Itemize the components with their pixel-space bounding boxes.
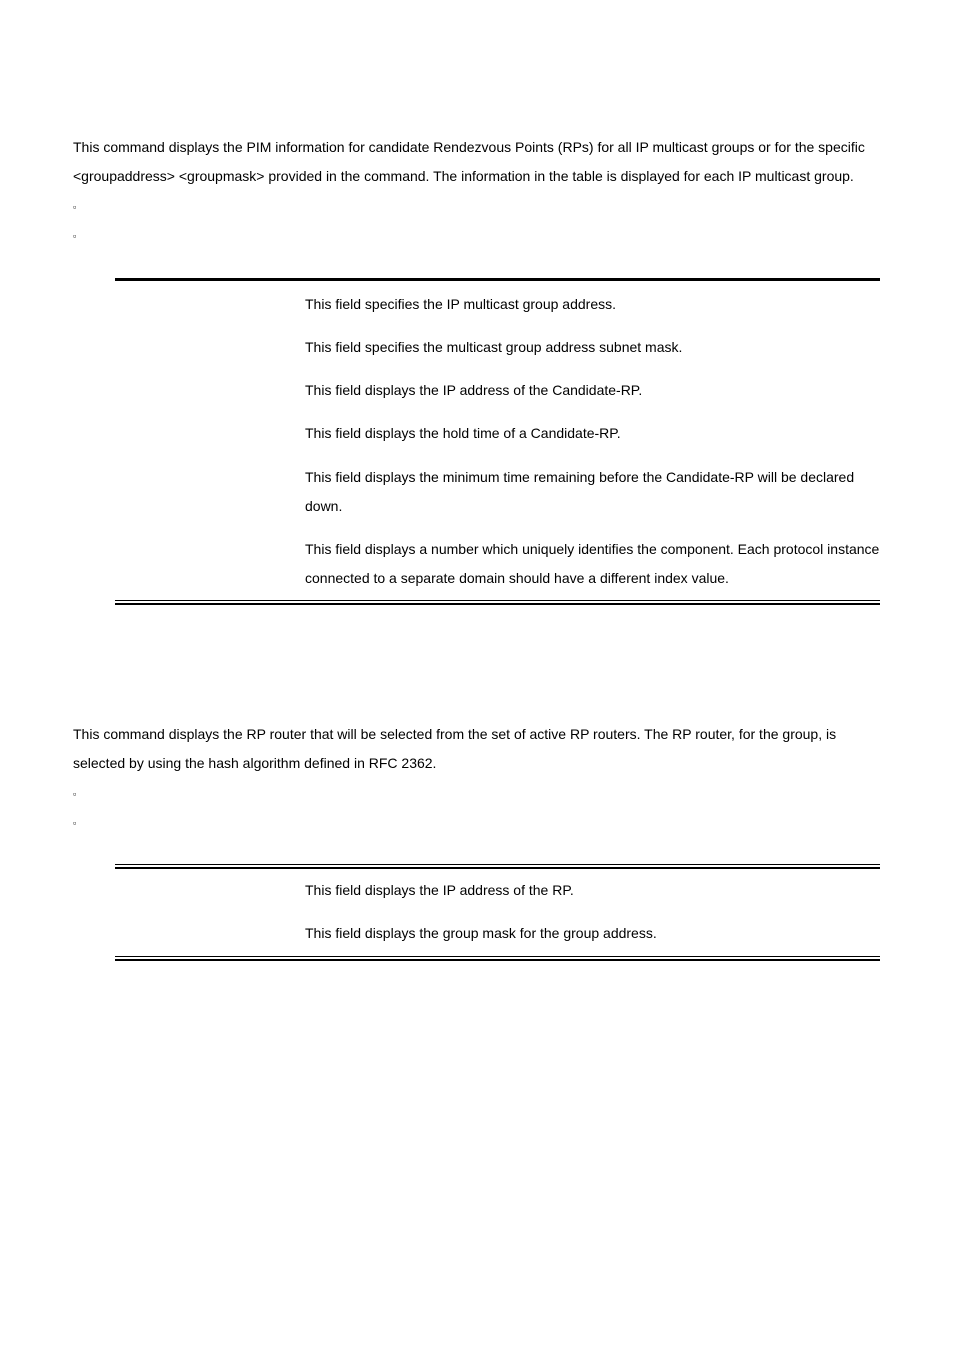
table-row: This field displays a number which uniquely identifies the component. Each protocol instance connected to a separate domain should have a different index value. [305,541,880,586]
table-top-rule [115,278,880,281]
table-row: This field specifies the IP multicast group address. [305,296,617,312]
section2-intro-line2: selected by using the hash algorithm defined in RFC 2362. [73,755,437,771]
section2-bullet-1: ▫ [73,789,77,799]
table-top-rule [115,864,880,869]
section1-bullet-1: ▫ [73,202,77,212]
table-row: This field displays the IP address of the RP. [305,882,574,898]
table-bottom-rule [115,956,880,961]
table-row: This field displays the group mask for the group address. [305,925,657,941]
table-bottom-rule [115,600,880,605]
section1-intro-line2: <groupaddress> <groupmask> provided in the command. The information in the table is displayed for each IP multicast group. [73,168,854,184]
table-row: This field displays the minimum time remaining before the Candidate-RP will be declared down. [305,469,855,514]
table-row: This field displays the hold time of a Candidate-RP. [305,425,621,441]
section1-intro-line1: This command displays the PIM information for candidate Rendezvous Points (RPs) for all IP multicast groups or for the specific [73,139,865,155]
section1-bullet-2: ▫ [73,231,77,241]
section2-bullet-2: ▫ [73,818,77,828]
section2-intro-line1: This command displays the RP router that will be selected from the set of active RP routers. The RP router, for the group, is [73,726,837,742]
table-row: This field displays the IP address of the Candidate-RP. [305,382,643,398]
table-row: This field specifies the multicast group address subnet mask. [305,339,683,355]
